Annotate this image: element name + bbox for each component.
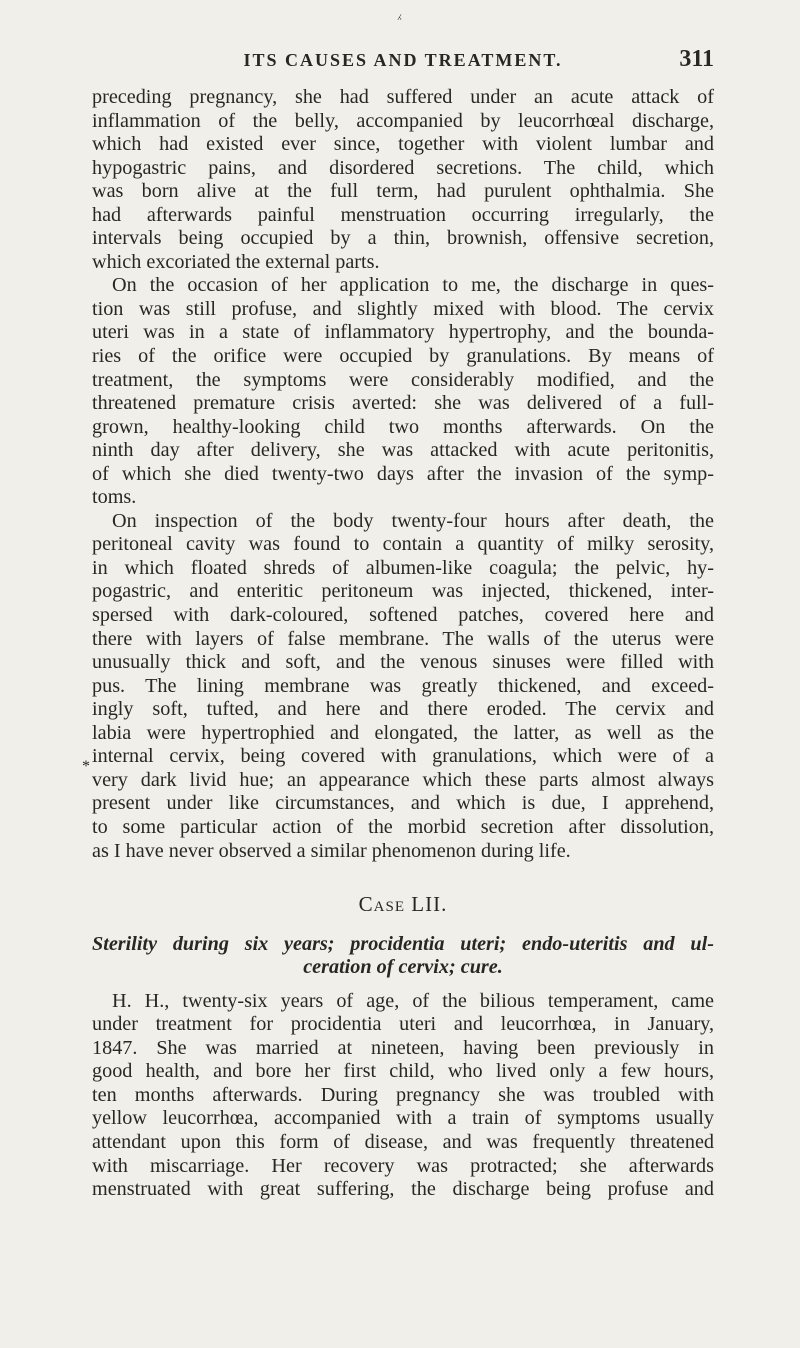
text-line: On inspection of the body twenty-four hours after death, the — [112, 509, 714, 532]
text-line: threatened premature crisis averted: she was delivered of a full- — [92, 392, 714, 415]
text-line: On the occasion of her application to me, the discharge in ques- — [112, 274, 714, 297]
text-line: ten months afterwards. During pregnancy she was troubled with — [92, 1083, 714, 1106]
text-line: with miscarriage. Her recovery was protracted; she afterwards — [92, 1154, 714, 1177]
text-line: treatment, the symptoms were considerably modified, and the — [92, 368, 714, 391]
text-line: ries of the orifice were occupied by granulations. By means of — [92, 345, 714, 368]
text-line: 1847. She was married at nineteen, having been previously in — [92, 1036, 714, 1059]
page-header — [92, 46, 714, 82]
text-line: had afterwards painful menstruation occurring irregularly, the — [92, 203, 714, 226]
text-line: ingly soft, tufted, and here and there eroded. The cervix and — [92, 698, 714, 721]
text-line: grown, healthy-looking child two months afterwards. On the — [92, 415, 714, 438]
text-line: pus. The lining membrane was greatly thickened, and exceed- — [92, 674, 714, 697]
margin-mark-icon: ⁁ — [398, 6, 401, 20]
running-head: ITS CAUSES AND TREATMENT. — [243, 50, 563, 70]
text-line: pogastric, and enteritic peritoneum was injected, thickened, inter- — [92, 580, 714, 603]
case-subtitle-line: Sterility during six years; procidentia uteri; endo-uteritis and ul- — [92, 932, 714, 955]
text-line: as I have never observed a similar phenomenon during life. — [92, 839, 571, 862]
text-line: under treatment for procidentia uteri and leucorrhœa, in January, — [92, 1013, 714, 1036]
text-line: to some particular action of the morbid secretion after dissolution, — [92, 815, 714, 838]
case-subtitle — [92, 933, 714, 980]
text-line: yellow leucorrhœa, accompanied with a train of symptoms usually — [92, 1107, 714, 1130]
page-number: 311 — [679, 46, 714, 72]
text-line: attendant upon this form of disease, and was frequently threatened — [92, 1130, 714, 1153]
text-line: toms. — [92, 486, 137, 509]
text-line: very dark livid hue; an appearance which these parts almost always — [92, 768, 714, 791]
text-line: intervals being occupied by a thin, brownish, offensive secretion, — [92, 227, 714, 250]
text-line: which excoriated the external parts. — [92, 250, 380, 273]
paragraph-1 — [92, 86, 714, 274]
text-line: tion was still profuse, and slightly mixed with blood. The cervix — [92, 297, 714, 320]
text-line: good health, and bore her first child, who lived only a few hours, — [92, 1060, 714, 1083]
text-line: ninth day after delivery, she was attacked with acute peritonitis, — [92, 439, 714, 462]
body-text — [92, 86, 714, 1202]
text-line: hypogastric pains, and disordered secretions. The child, which — [92, 156, 714, 179]
text-line: there with layers of false membrane. The walls of the uterus were — [92, 627, 714, 650]
text-line: peritoneal cavity was found to contain a quantity of milky serosity, — [92, 533, 714, 556]
text-line: spersed with dark-coloured, softened patches, covered here and — [92, 604, 714, 627]
text-line: labia were hypertrophied and elongated, the latter, as well as the — [92, 721, 714, 744]
paragraph-2 — [92, 274, 714, 509]
text-line: H. H., twenty-six years of age, of the bilious temperament, came — [112, 989, 714, 1012]
text-line: uteri was in a state of inflammatory hypertrophy, and the bounda- — [92, 321, 714, 344]
text-line: menstruated with great suffering, the discharge being profuse and — [92, 1178, 714, 1201]
paragraph-4 — [92, 990, 714, 1202]
spacer — [92, 980, 714, 990]
case-title — [92, 893, 714, 917]
text-line: present under like circumstances, and which is due, I apprehend, — [92, 792, 714, 815]
paragraph-3 — [92, 510, 714, 863]
text-line: which had existed ever since, together with violent lumbar and — [92, 133, 714, 156]
text-line: of which she died twenty-two days after the invasion of the symp- — [92, 462, 714, 485]
text-line: unusually thick and soft, and the venous sinuses were filled with — [92, 651, 714, 674]
case-title-text: Case LII. — [358, 892, 448, 917]
text-line: was born alive at the full term, had purulent ophthalmia. She — [92, 180, 714, 203]
text-line: preceding pregnancy, she had suffered under an acute attack of — [92, 86, 714, 108]
text-line: inflammation of the belly, accompanied by leucorrhœal discharge, — [92, 109, 714, 132]
text-line: in which floated shreds of albumen-like coagula; the pelvic, hy- — [92, 556, 714, 579]
margin-asterisk-icon: * — [82, 758, 90, 775]
text-line: internal cervix, being covered with granulations, which were of a — [92, 745, 714, 768]
case-subtitle-line: ceration of cervix; cure. — [303, 956, 503, 979]
